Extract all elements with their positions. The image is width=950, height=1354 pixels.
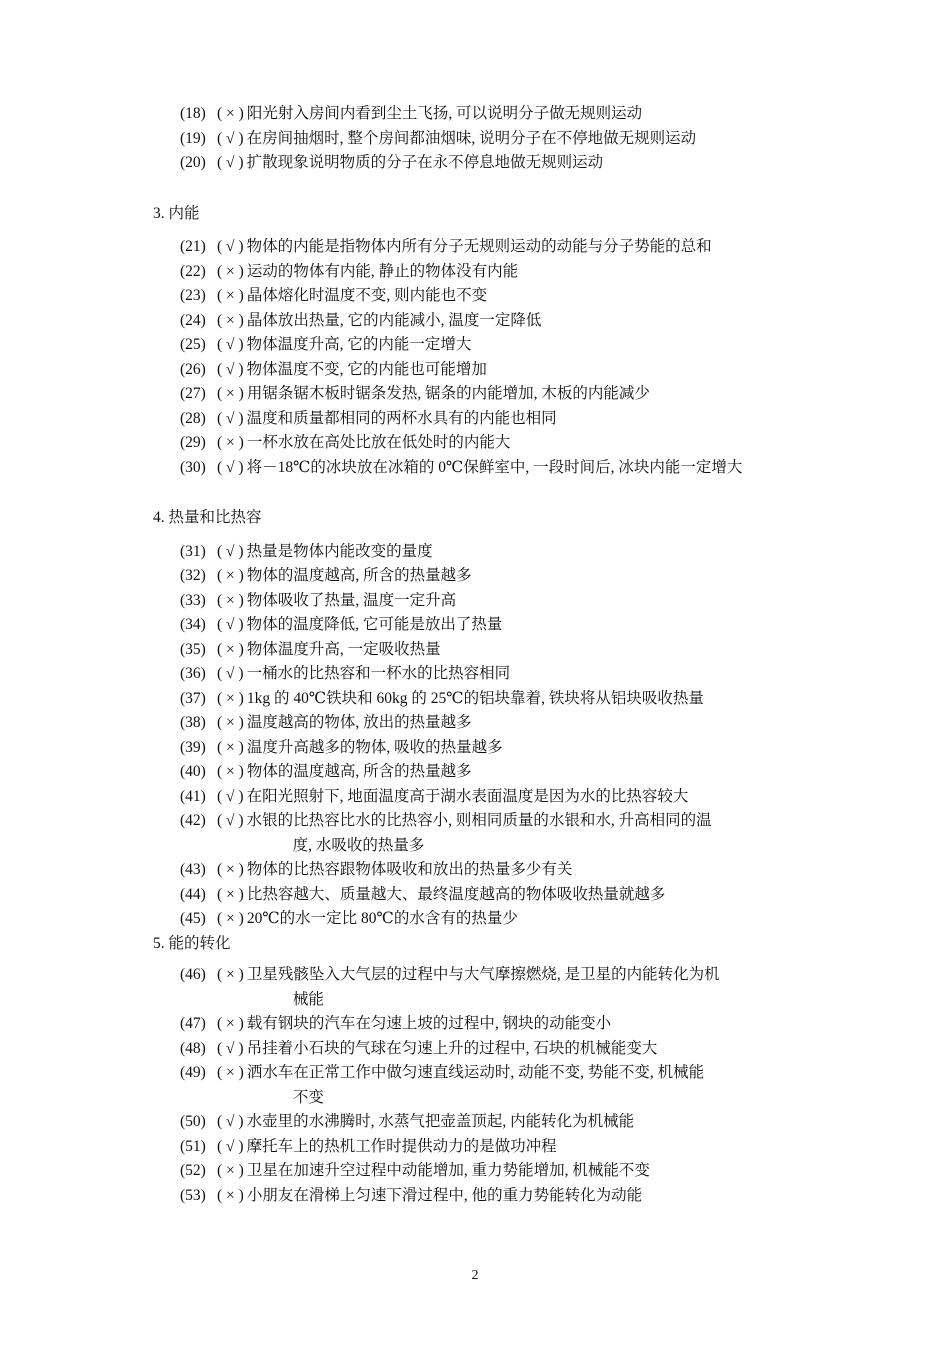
item-text-continuation: 不变 bbox=[292, 1088, 324, 1106]
list-item bbox=[180, 333, 853, 358]
item-number: (34) bbox=[180, 616, 206, 633]
item-number: (33) bbox=[180, 591, 206, 609]
item-text: 热量是物体内能改变的量度 bbox=[246, 542, 433, 560]
item-number: (27) bbox=[180, 385, 206, 402]
item-number: (30) bbox=[180, 458, 206, 476]
answer-mark: ( √ ) bbox=[217, 336, 244, 353]
answer-mark: ( √ ) bbox=[217, 1137, 244, 1155]
item-text: 将－18℃的冰块放在冰箱的 0℃保鲜室中, 一段时间后, 冰块内能一定增大 bbox=[246, 458, 743, 476]
answer-mark: ( × ) bbox=[217, 567, 244, 584]
item-text: 比热容越大、质量越大、最终温度越高的物体吸收热量就越多 bbox=[246, 885, 666, 903]
item-number: (36) bbox=[180, 665, 206, 682]
list-item bbox=[180, 809, 853, 858]
answer-mark: ( × ) bbox=[217, 105, 244, 122]
list-item bbox=[180, 235, 853, 260]
item-text: 扩散现象说明物质的分子在永不停息地做无规则运动 bbox=[246, 154, 604, 171]
list-item bbox=[180, 785, 853, 810]
list-item bbox=[180, 540, 853, 565]
list-item bbox=[180, 1159, 853, 1184]
answer-mark: ( × ) bbox=[217, 1162, 244, 1179]
item-text: 摩托车上的热机工作时提供动力的是做功冲程 bbox=[246, 1137, 557, 1155]
answer-mark: ( √ ) bbox=[217, 665, 244, 682]
answer-mark: ( √ ) bbox=[217, 787, 244, 805]
section-2-list bbox=[153, 102, 853, 176]
item-number: (24) bbox=[180, 311, 206, 329]
item-text: 晶体放出热量, 它的内能减小, 温度一定降低 bbox=[246, 311, 542, 329]
item-number: (37) bbox=[180, 689, 206, 707]
answer-mark: ( × ) bbox=[217, 591, 244, 609]
list-item bbox=[180, 431, 853, 456]
answer-mark: ( × ) bbox=[217, 640, 244, 658]
list-item bbox=[180, 564, 853, 589]
item-number: (38) bbox=[180, 714, 206, 731]
answer-mark: ( × ) bbox=[217, 689, 244, 707]
item-number: (39) bbox=[180, 738, 206, 756]
item-number: (45) bbox=[180, 910, 206, 927]
item-text: 水银的比热容比水的比热容小, 则相同质量的水银和水, 升高相同的温 bbox=[246, 812, 712, 829]
item-text: 晶体熔化时温度不变, 则内能也不变 bbox=[246, 287, 488, 304]
item-text: 温度和质量都相同的两杯水具有的内能也相同 bbox=[246, 409, 557, 427]
item-text: 一桶水的比热容和一杯水的比热容相同 bbox=[246, 665, 511, 682]
item-text: 物体吸收了热量, 温度一定升高 bbox=[246, 591, 457, 609]
answer-mark: ( × ) bbox=[217, 311, 244, 329]
item-text: 温度升高越多的物体, 吸收的热量越多 bbox=[246, 738, 503, 756]
answer-mark: ( √ ) bbox=[217, 616, 244, 633]
list-item bbox=[180, 963, 853, 1012]
answer-mark: ( √ ) bbox=[217, 238, 244, 255]
item-text: 卫星残骸坠入大气层的过程中与大气摩擦燃烧, 是卫星的内能转化为机 bbox=[246, 966, 720, 983]
item-text: 物体的内能是指物体内所有分子无规则运动的动能与分子势能的总和 bbox=[246, 238, 712, 255]
item-number: (19) bbox=[180, 129, 206, 147]
item-number: (29) bbox=[180, 434, 206, 451]
section-title-energy-conversion: 5. 能的转化 bbox=[153, 934, 231, 952]
item-number: (23) bbox=[180, 287, 206, 304]
item-text: 载有钢块的汽车在匀速上坡的过程中, 钢块的动能变小 bbox=[246, 1015, 612, 1032]
item-number: (47) bbox=[180, 1015, 206, 1032]
answer-mark: ( × ) bbox=[217, 714, 244, 731]
list-item bbox=[180, 907, 853, 932]
page-number: 2 bbox=[471, 1268, 479, 1283]
answer-mark: ( × ) bbox=[217, 262, 244, 280]
list-item bbox=[180, 589, 853, 614]
item-number: (48) bbox=[180, 1039, 206, 1057]
answer-mark: ( × ) bbox=[217, 1015, 244, 1032]
answer-mark: ( × ) bbox=[217, 385, 244, 402]
section-5-list bbox=[153, 963, 853, 1208]
list-item bbox=[180, 1037, 853, 1062]
answer-mark: ( × ) bbox=[217, 763, 244, 780]
section-title-internal-energy: 3. 内能 bbox=[153, 204, 200, 222]
item-text: 物体的温度降低, 它可能是放出了热量 bbox=[246, 616, 503, 633]
list-item bbox=[180, 662, 853, 687]
list-item bbox=[180, 1184, 853, 1209]
item-number: (32) bbox=[180, 567, 206, 584]
list-item bbox=[180, 1110, 853, 1135]
list-item bbox=[180, 638, 853, 663]
item-text-continuation: 度, 水吸收的热量多 bbox=[292, 836, 425, 854]
answer-mark: ( × ) bbox=[217, 885, 244, 903]
item-number: (51) bbox=[180, 1137, 206, 1155]
answer-mark: ( √ ) bbox=[217, 542, 244, 560]
item-number: (43) bbox=[180, 861, 206, 878]
list-item bbox=[180, 1061, 853, 1110]
item-text: 温度越高的物体, 放出的热量越多 bbox=[246, 714, 472, 731]
item-number: (21) bbox=[180, 238, 206, 255]
list-item bbox=[180, 382, 853, 407]
answer-mark: ( √ ) bbox=[217, 458, 244, 476]
answer-mark: ( √ ) bbox=[217, 1039, 244, 1057]
list-item bbox=[180, 760, 853, 785]
item-text: 物体的温度越高, 所含的热量越多 bbox=[246, 567, 472, 584]
list-item bbox=[180, 456, 853, 481]
list-item bbox=[180, 613, 853, 638]
item-text: 在阳光照射下, 地面温度高于湖水表面温度是因为水的比热容较大 bbox=[246, 787, 689, 805]
list-item bbox=[180, 858, 853, 883]
item-text: 物体的比热容跟物体吸收和放出的热量多少有关 bbox=[246, 861, 573, 878]
answer-mark: ( √ ) bbox=[217, 812, 244, 829]
item-number: (53) bbox=[180, 1186, 206, 1204]
item-number: (46) bbox=[180, 966, 206, 983]
item-number: (28) bbox=[180, 409, 206, 427]
item-text: 物体温度升高, 它的内能一定增大 bbox=[246, 336, 472, 353]
item-text: 用锯条锯木板时锯条发热, 锯条的内能增加, 木板的内能减少 bbox=[246, 385, 650, 402]
item-number: (18) bbox=[180, 105, 206, 122]
item-text: 卫星在加速升空过程中动能增加, 重力势能增加, 机械能不变 bbox=[246, 1162, 650, 1179]
item-number: (20) bbox=[180, 154, 206, 171]
answer-mark: ( √ ) bbox=[217, 129, 244, 147]
item-text: 水壶里的水沸腾时, 水蒸气把壶盖顶起, 内能转化为机械能 bbox=[246, 1113, 635, 1130]
answer-mark: ( × ) bbox=[217, 1186, 244, 1204]
section-title-heat-and-specific-heat: 4. 热量和比热容 bbox=[153, 509, 262, 526]
item-number: (44) bbox=[180, 885, 206, 903]
answer-mark: ( × ) bbox=[217, 434, 244, 451]
answer-mark: ( × ) bbox=[217, 287, 244, 304]
item-number: (40) bbox=[180, 763, 206, 780]
item-text: 1kg 的 40℃铁块和 60kg 的 25℃的铝块靠着, 铁块将从铝块吸收热量 bbox=[246, 689, 704, 707]
list-item bbox=[180, 284, 853, 309]
answer-mark: ( × ) bbox=[217, 910, 244, 927]
answer-mark: ( √ ) bbox=[217, 360, 244, 378]
list-item bbox=[180, 711, 853, 736]
answer-mark: ( × ) bbox=[217, 966, 244, 983]
item-number: (22) bbox=[180, 262, 206, 280]
list-item bbox=[180, 736, 853, 761]
answer-mark: ( × ) bbox=[217, 861, 244, 878]
item-text-continuation: 械能 bbox=[292, 990, 324, 1008]
item-text: 阳光射入房间内看到尘土飞扬, 可以说明分子做无规则运动 bbox=[246, 105, 643, 122]
answer-mark: ( × ) bbox=[217, 738, 244, 756]
list-item bbox=[180, 102, 853, 127]
item-number: (26) bbox=[180, 360, 206, 378]
item-number: (50) bbox=[180, 1113, 206, 1130]
item-text: 物体的温度越高, 所含的热量越多 bbox=[246, 763, 472, 780]
list-item bbox=[180, 260, 853, 285]
list-item bbox=[180, 1012, 853, 1037]
item-number: (31) bbox=[180, 542, 206, 560]
list-item bbox=[180, 883, 853, 908]
item-text: 物体温度不变, 它的内能也可能增加 bbox=[246, 360, 487, 378]
item-text: 在房间抽烟时, 整个房间都油烟味, 说明分子在不停地做无规则运动 bbox=[246, 129, 697, 147]
item-number: (42) bbox=[180, 812, 206, 829]
item-text: 运动的物体有内能, 静止的物体没有内能 bbox=[246, 262, 519, 280]
answer-mark: ( √ ) bbox=[217, 1113, 244, 1130]
item-number: (25) bbox=[180, 336, 206, 353]
item-number: (49) bbox=[180, 1064, 206, 1081]
item-text: 物体温度升高, 一定吸收热量 bbox=[246, 640, 441, 658]
item-text: 吊挂着小石块的气球在匀速上升的过程中, 石块的机械能变大 bbox=[246, 1039, 658, 1057]
item-number: (52) bbox=[180, 1162, 206, 1179]
list-item bbox=[180, 1135, 853, 1160]
item-text: 一杯水放在高处比放在低处时的内能大 bbox=[246, 434, 511, 451]
list-item bbox=[180, 127, 853, 152]
answer-mark: ( √ ) bbox=[217, 154, 244, 171]
page-content bbox=[153, 102, 853, 1208]
item-text: 洒水车在正常工作中做匀速直线运动时, 动能不变, 势能不变, 机械能 bbox=[246, 1064, 705, 1081]
section-3-list bbox=[153, 235, 853, 480]
list-item bbox=[180, 687, 853, 712]
item-number: (41) bbox=[180, 787, 206, 805]
item-number: (35) bbox=[180, 640, 206, 658]
list-item bbox=[180, 151, 853, 176]
answer-mark: ( × ) bbox=[217, 1064, 244, 1081]
list-item bbox=[180, 358, 853, 383]
list-item bbox=[180, 309, 853, 334]
section-4-list bbox=[153, 540, 853, 932]
list-item bbox=[180, 407, 853, 432]
item-text: 小朋友在滑梯上匀速下滑过程中, 他的重力势能转化为动能 bbox=[246, 1186, 643, 1204]
item-text: 20℃的水一定比 80℃的水含有的热量少 bbox=[246, 910, 518, 927]
answer-mark: ( √ ) bbox=[217, 409, 244, 427]
